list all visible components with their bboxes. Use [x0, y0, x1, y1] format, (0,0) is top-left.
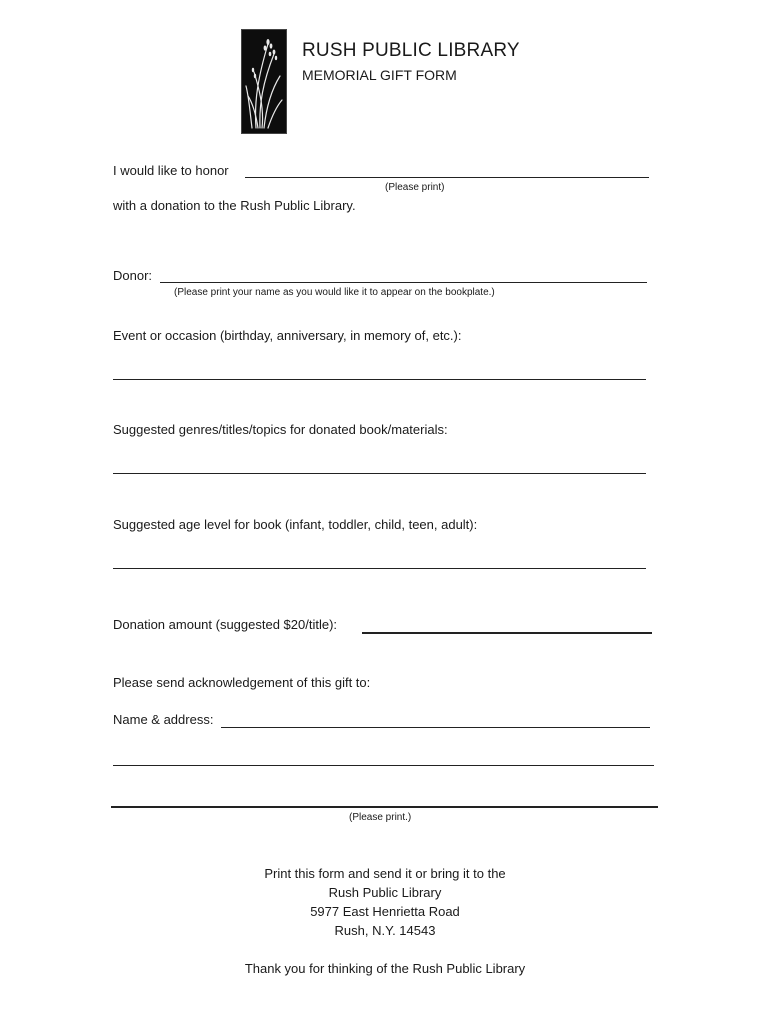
library-logo: [241, 29, 287, 134]
page-title: RUSH PUBLIC LIBRARY: [302, 40, 520, 61]
footer-thanks: Thank you for thinking of the Rush Public Library: [244, 961, 526, 976]
footer-city: Rush, N.Y. 14543: [334, 923, 436, 938]
donor-label: Donor:: [113, 268, 153, 283]
address-line-3[interactable]: [111, 806, 658, 808]
age-field[interactable]: [113, 568, 646, 569]
acknowledgement-label: Please send acknowledgement of this gift to:: [113, 675, 371, 690]
honor-sentence: with a donation to the Rush Public Library.: [113, 198, 356, 213]
genres-field[interactable]: [113, 473, 646, 474]
donation-label: Donation amount (suggested $20/title):: [113, 617, 338, 632]
honor-field[interactable]: [245, 177, 649, 178]
donor-field[interactable]: [160, 282, 647, 283]
honor-label: I would like to honor: [113, 163, 229, 178]
page-subtitle: MEMORIAL GIFT FORM: [302, 67, 457, 83]
footer-instruction: Print this form and send it or bring it to the: [264, 866, 506, 881]
genres-label: Suggested genres/titles/topics for donated book/materials:: [113, 422, 448, 437]
address-line-2[interactable]: [113, 765, 654, 766]
donor-hint: (Please print your name as you would like it to appear on the bookplate.): [174, 287, 495, 298]
age-label: Suggested age level for book (infant, toddler, child, teen, adult):: [113, 517, 478, 532]
grass-reed-logo-icon: [244, 32, 284, 131]
name-address-label: Name & address:: [113, 712, 214, 727]
donation-field[interactable]: [362, 632, 652, 634]
name-address-field[interactable]: [221, 727, 650, 728]
footer-library-name: Rush Public Library: [328, 885, 442, 900]
acknowledgement-hint: (Please print.): [349, 812, 412, 823]
honor-hint: (Please print): [385, 182, 445, 193]
footer-street: 5977 East Henrietta Road: [310, 904, 460, 919]
event-label: Event or occasion (birthday, anniversary, in memory of, etc.):: [113, 328, 462, 343]
event-field[interactable]: [113, 379, 646, 380]
